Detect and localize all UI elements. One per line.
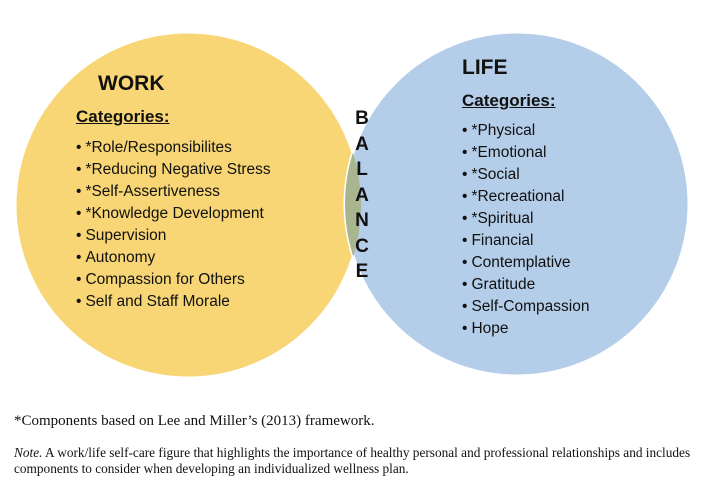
life-item: • *Physical bbox=[462, 120, 589, 142]
balance-letter: B bbox=[355, 108, 369, 129]
balance-letter: A bbox=[355, 133, 369, 155]
life-item: • *Social bbox=[462, 164, 589, 186]
note-label: Note. bbox=[14, 445, 43, 460]
work-item: • *Knowledge Development bbox=[76, 203, 271, 225]
life-item: • Hope bbox=[462, 318, 589, 340]
work-category-list bbox=[76, 137, 271, 313]
balance-letter: N bbox=[355, 210, 369, 231]
work-item: • Supervision bbox=[76, 225, 271, 247]
balance-letter: A bbox=[355, 184, 369, 206]
work-item: • Compassion for Others bbox=[76, 269, 271, 291]
balance-label bbox=[340, 106, 384, 285]
life-item: • *Emotional bbox=[462, 142, 589, 164]
life-title: LIFE bbox=[462, 56, 508, 79]
work-item: • *Role/Responsibilites bbox=[76, 137, 271, 159]
balance-letter: L bbox=[356, 159, 368, 180]
work-categories-label: Categories: bbox=[76, 107, 170, 126]
figure-note bbox=[14, 445, 714, 477]
note-text: A work/life self-care figure that highlights the importance of healthy personal and professional relationships and includes components to consider when developing an individualized wellness plan. bbox=[14, 445, 691, 476]
life-item: • Contemplative bbox=[462, 252, 589, 274]
life-item: • Gratitude bbox=[462, 274, 589, 296]
balance-letter: E bbox=[355, 261, 369, 282]
work-item: • Self and Staff Morale bbox=[76, 291, 271, 313]
life-item: • Self-Compassion bbox=[462, 296, 589, 318]
work-item: • Autonomy bbox=[76, 247, 271, 269]
footnote: *Components based on Lee and Miller’s (2013) framework. bbox=[14, 413, 375, 429]
life-item: • *Recreational bbox=[462, 186, 589, 208]
work-item: • *Self-Assertiveness bbox=[76, 181, 271, 203]
work-title: WORK bbox=[98, 72, 165, 95]
balance-letter: C bbox=[355, 235, 369, 257]
life-category-list bbox=[462, 120, 589, 340]
work-item: • *Reducing Negative Stress bbox=[76, 159, 271, 181]
life-item: • *Spiritual bbox=[462, 208, 589, 230]
life-categories-label: Categories: bbox=[462, 91, 556, 110]
life-item: • Financial bbox=[462, 230, 589, 252]
